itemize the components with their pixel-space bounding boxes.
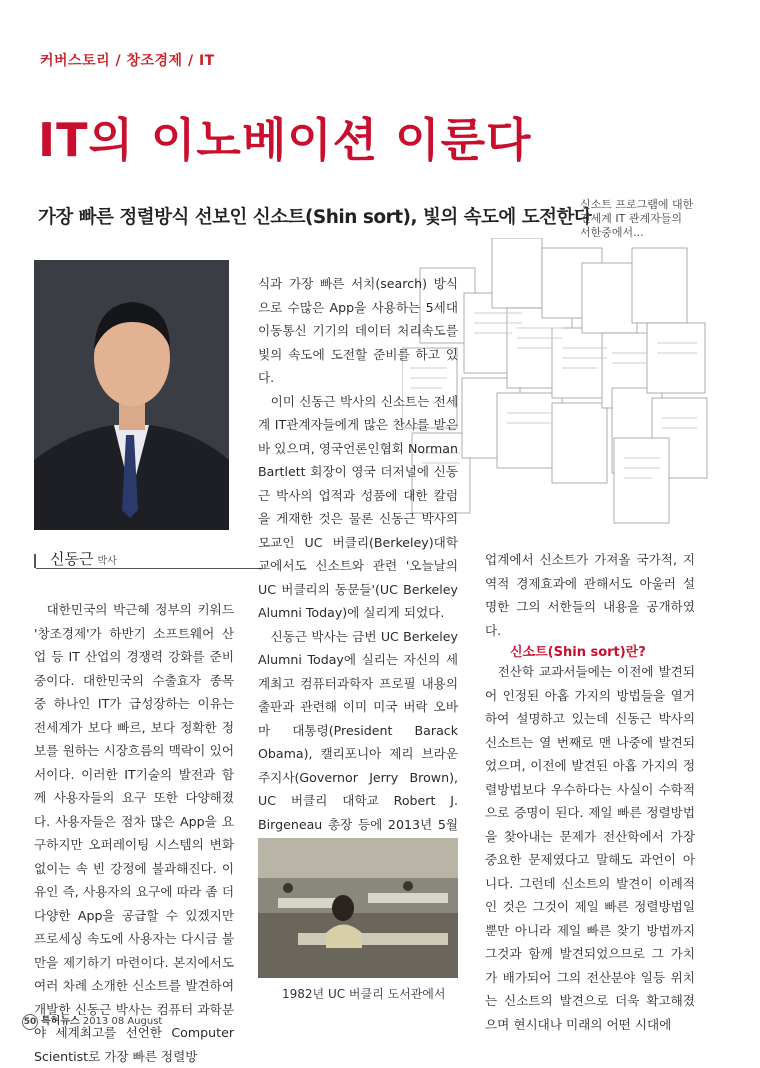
letters-caption-line: 신소트 프로그램에 대한 [580,198,694,211]
paragraph: 대한민국의 박근혜 정부의 키워드 '창조경제'가 하반기 소프트웨어 산업 등 IT 산업의 경쟁력 강화를 준비 중이다. 대한민국의 수출효자 종목 중 하나인 IT가 급성장하는 이유는 전세계가 보다 빠르, 보다 정확한 정보를 원하는 시장흐름의 맥락이 있어서이다. 이러한 IT기술의 발전과 함께 사용자들의 요구 또한 다양해졌다. 사용자들은 점차 많은 App을 요구하지만 오퍼레이팅 시스템의 변화 없이는 속 빈 강정에 불과해진다. 이유인 즉, 사용자의 요구에 따라 좀 더 다양한 App을 공급할 수 있겠지만 프로세싱 속도에 사용자는 다시금 불만을 제기하기 마련이다. 본지에서도 여러 차례 소개한 신소트를 발견하여 개발한 신동근 박사는 컴퓨터 과학분야 세계최고를 선언한 Computer Scientist로 가장 빠른 정렬방 [34,602,234,1064]
paragraph: 전산학 교과서들에는 이전에 발견되어 인정된 아홉 가지의 방법들을 열거하여 설명하고 있는데 신동근 박사의 신소트는 열 번째로 맨 나중에 발견되었으며, 이전에 발견된 아홉 가지의 정렬방법보다 우수하다는 사실이 수학적으로 증명이 된다. 제일 빠른 정렬방법을 찾아내는 문제가 전산학에서 가장 중요한 문제였다고 말해도 과언이 아니다. 그런데 신소트의 발견이 이례적인 것은 그것이 제일 빠른 정렬방법일 뿐만 아니라 제일 빠른 찾기 방법까지 그것과 함께 발견되었으므로 그 가치가 배가되어 그의 전산분야 일등 위치는 신소트의 발견으로 더욱 확고해졌으며 현시대나 미래의 어떤 시대에 [485,664,695,1032]
section-heading: 신소트(Shin sort)란? [510,645,646,660]
library-photo [258,838,458,978]
article-subtitle: 가장 빠른 정렬방식 선보인 신소트(Shin sort), 빛의 속도에 도전한다 [38,207,592,228]
letters-caption [580,198,693,240]
page-number: 50 [22,1014,38,1030]
article-title: IT의 이노베이션 이룬다 [38,113,532,167]
column-3 [485,548,695,642]
letters-caption-line: 전세계 IT 관계자들의 [580,212,682,225]
paragraph: 신동근 박사는 금번 UC Berkeley Alumni Today에 실리는 자신의 세계최고 컴퓨터과학자 프로필 내용의 출판과 관련해 이미 미국 버락 오바마 대통령(President Barack Obama), 캘리포니아 제리 브라운 주지사(Governor Jerry Brown), UC 버클리 대학교 Robert J. Birgeneau 총장 등에 2013년 5월 [258,628,458,832]
page-footer [22,1012,162,1030]
person-name: 신동근 [50,550,94,568]
person-title: 박사 [97,556,117,567]
paragraph: 업계에서 신소트가 가져올 국가적, 지역적 경제효과에 관해서도 아울러 설명한 그의 서한들의 내용을 공개하였다. [485,552,695,638]
letters-caption-line: 서한중에서... [580,226,644,239]
category-label: 커버스토리 / 창조경제 / IT [40,53,215,69]
paragraph: 식과 가장 빠른 서치(search) 방식으로 수많은 App을 사용하는 5세대 이동통신 기기의 데이터 처리속도를 빛의 속도에 도전할 준비를 하고 있다. [258,276,458,385]
photo-caption: 1982년 UC 버클리 도서관에서 [282,987,446,1001]
portrait-photo [34,260,229,530]
portrait-caption [34,550,234,570]
paragraph: 이미 신동근 박사의 신소트는 전세계 IT관계자들에게 많은 찬사를 받은 바 있으며, 영국언론인협회 Norman Bartlett 회장이 영국 더저널에 신동근 박사의 업적과 성품에 대한 칼럼을 게재한 것은 물론 신동근 박사의 모교인 UC 버클리(Berkeley)대학교에서도 신소트와 관련 '오늘날의 UC 버클리의 동문들'(UC Berkeley Alumni Today)에 실리게 되었다. [258,393,458,620]
column-1 [34,598,234,1068]
issue-date: 2013 08 August [82,1016,163,1027]
magazine-name: 특허뉴스 [41,1016,80,1027]
section-body [485,660,695,1036]
column-2 [258,272,458,860]
